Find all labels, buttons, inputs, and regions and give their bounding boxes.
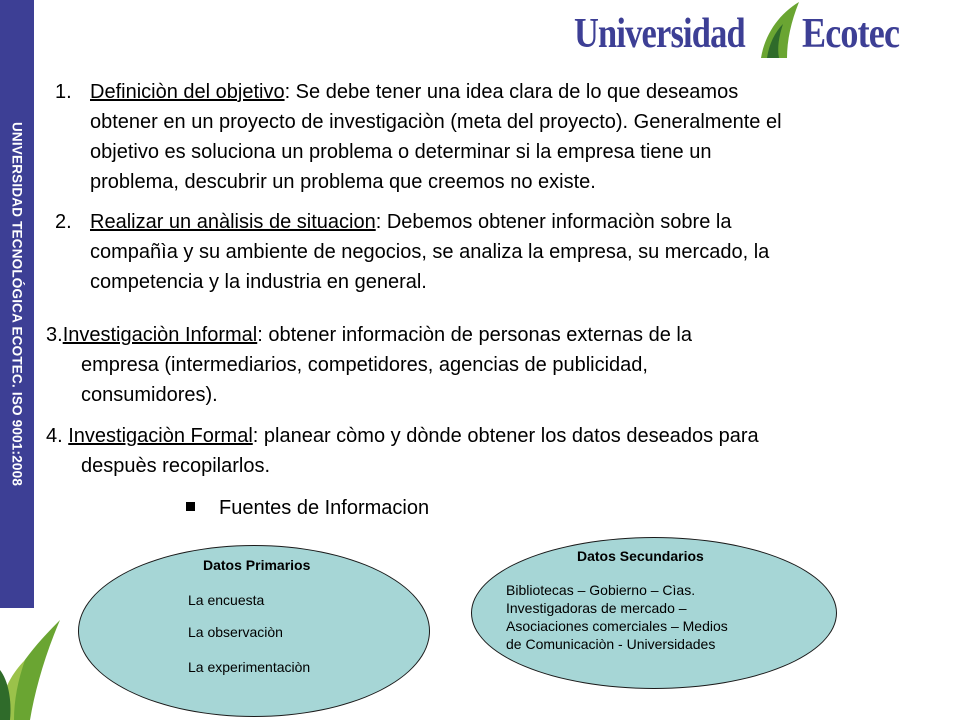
item-line: competencia y la industria en general. <box>90 271 427 293</box>
primary-data-item: La observaciòn <box>188 624 283 640</box>
item-title: Investigaciòn Formal <box>68 425 253 447</box>
item-line: : Debemos obtener informaciòn sobre la <box>375 211 732 233</box>
item-number: 1. <box>55 81 72 103</box>
logo-text-ecotec: Ecotec <box>802 11 900 57</box>
item-line: : obtener informaciòn de personas externas de la <box>257 324 692 346</box>
item-title: Realizar un anàlisis de situacion <box>90 211 376 233</box>
logo <box>574 0 944 70</box>
bullet-item <box>186 493 429 523</box>
side-banner <box>0 0 34 608</box>
item-title: Definiciòn del objetivo <box>90 81 285 103</box>
item-line: : planear còmo y dònde obtener los datos deseados para <box>252 425 759 447</box>
secondary-data-line: de Comunicaciòn - Universidades <box>506 636 716 652</box>
secondary-data-title: Datos Secundarios <box>577 548 704 564</box>
item-number: 4. <box>46 425 63 447</box>
secondary-data-line: Investigadoras de mercado – <box>506 600 687 616</box>
item-line: obtener en un proyecto de investigaciòn (meta del proyecto). Generalmente el <box>90 111 782 133</box>
item-line: despuès recopilarlos. <box>81 455 270 477</box>
item-title: Investigaciòn Informal <box>62 324 258 346</box>
item-line: empresa (intermediarios, competidores, agencias de publicidad, <box>81 354 648 376</box>
logo-leaf-icon <box>757 0 805 62</box>
item-line: consumidores). <box>81 384 218 406</box>
item-line: : Se debe tener una idea clara de lo que deseamos <box>284 81 739 103</box>
leaf-decoration-icon <box>0 610 70 720</box>
primary-data-item: La experimentaciòn <box>188 659 311 675</box>
square-bullet-icon <box>186 502 195 511</box>
bullet-text: Fuentes de Informacion <box>219 497 430 519</box>
list-item-4 <box>46 421 926 481</box>
item-line: problema, descubrir un problema que creemos no existe. <box>90 171 596 193</box>
item-number: 3. <box>46 324 63 346</box>
list-item-3 <box>46 320 926 410</box>
primary-data-title: Datos Primarios <box>203 557 311 573</box>
item-line: compañìa y su ambiente de negocios, se analiza la empresa, su mercado, la <box>90 241 770 263</box>
item-line: objetivo es soluciona un problema o determinar si la empresa tiene un <box>90 141 712 163</box>
item-number: 2. <box>55 211 72 233</box>
side-banner-text: UNIVERSIDAD TECNOLÓGICA ECOTEC. ISO 9001:2008 <box>9 121 25 487</box>
secondary-data-line: Asociaciones comerciales – Medios <box>506 618 728 634</box>
primary-data-item: La encuesta <box>188 592 265 608</box>
logo-text-universidad: Universidad <box>574 11 745 57</box>
secondary-data-line: Bibliotecas – Gobierno – Cìas. <box>506 582 696 598</box>
